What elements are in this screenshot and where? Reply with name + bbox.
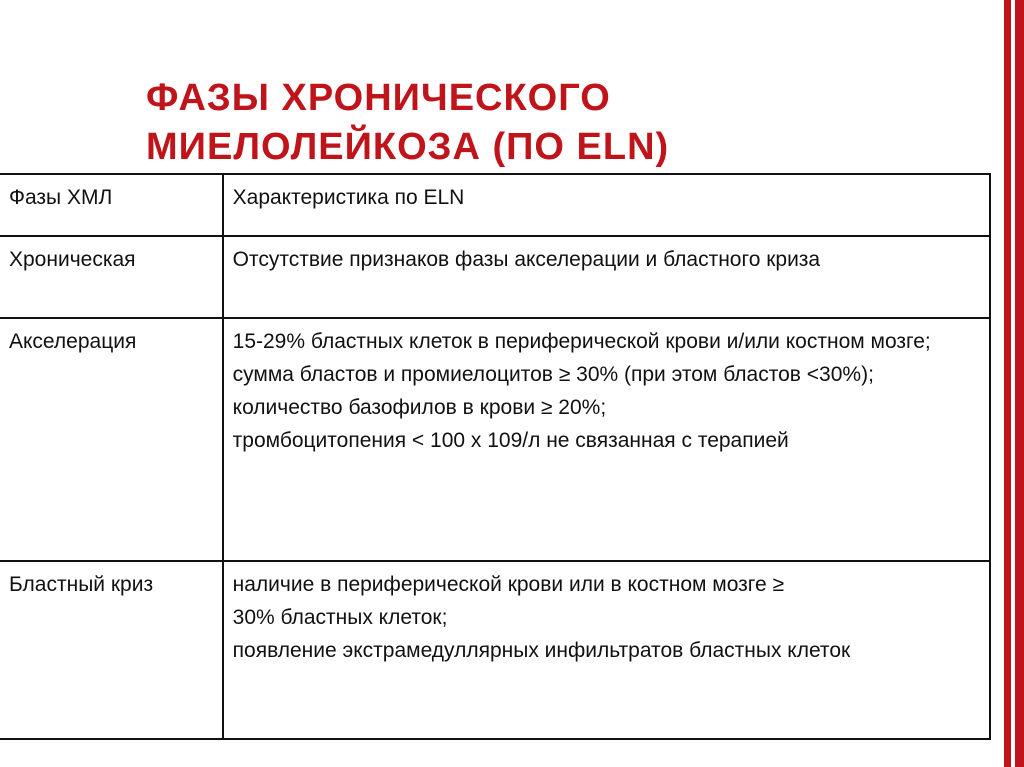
- characteristic-text: наличие в периферической крови или в костном мозге ≥: [232, 573, 785, 596]
- slide-title-line-1: ФАЗЫ ХРОНИЧЕСКОГО: [146, 77, 611, 119]
- table-row: [0, 561, 990, 739]
- characteristic-text: количество базофилов в крови ≥ 20%;: [232, 396, 607, 419]
- phase-cell: Акселерация: [0, 318, 223, 561]
- table-row: [0, 236, 990, 318]
- header-cell-phase: Фазы ХМЛ: [0, 174, 223, 236]
- accent-bar-stripe: [1011, 0, 1015, 767]
- characteristic-cell: [223, 561, 990, 739]
- slide-title: [146, 74, 906, 172]
- table-row: [0, 318, 990, 561]
- header-cell-characteristic: Характеристика по ELN: [223, 174, 990, 236]
- characteristic-cell: [223, 318, 990, 561]
- characteristic-text: 15-29% бластных клеток в периферической крови и/или костном мозге;: [232, 330, 931, 353]
- phases-table: [0, 173, 991, 740]
- slide-title-line-2: МИЕЛОЛЕЙКОЗА (ПО ELN): [146, 126, 670, 168]
- characteristic-text: сумма бластов и промиелоцитов ≥ 30% (при этом бластов <30%);: [232, 363, 874, 386]
- characteristic-text: тромбоцитопения < 100 x 109/л не связанная с терапией: [232, 429, 789, 452]
- characteristic-cell: [223, 236, 990, 318]
- phase-cell: Бластный криз: [0, 561, 223, 739]
- phase-cell: Хроническая: [0, 236, 223, 318]
- characteristic-text: 30% бластных клеток;: [232, 606, 448, 629]
- table-header-row: [0, 174, 990, 236]
- characteristic-text: появление экстрамедуллярных инфильтратов бластных клеток: [232, 639, 851, 662]
- characteristic-text: Отсутствие признаков фазы акселерации и бластного криза: [232, 248, 821, 271]
